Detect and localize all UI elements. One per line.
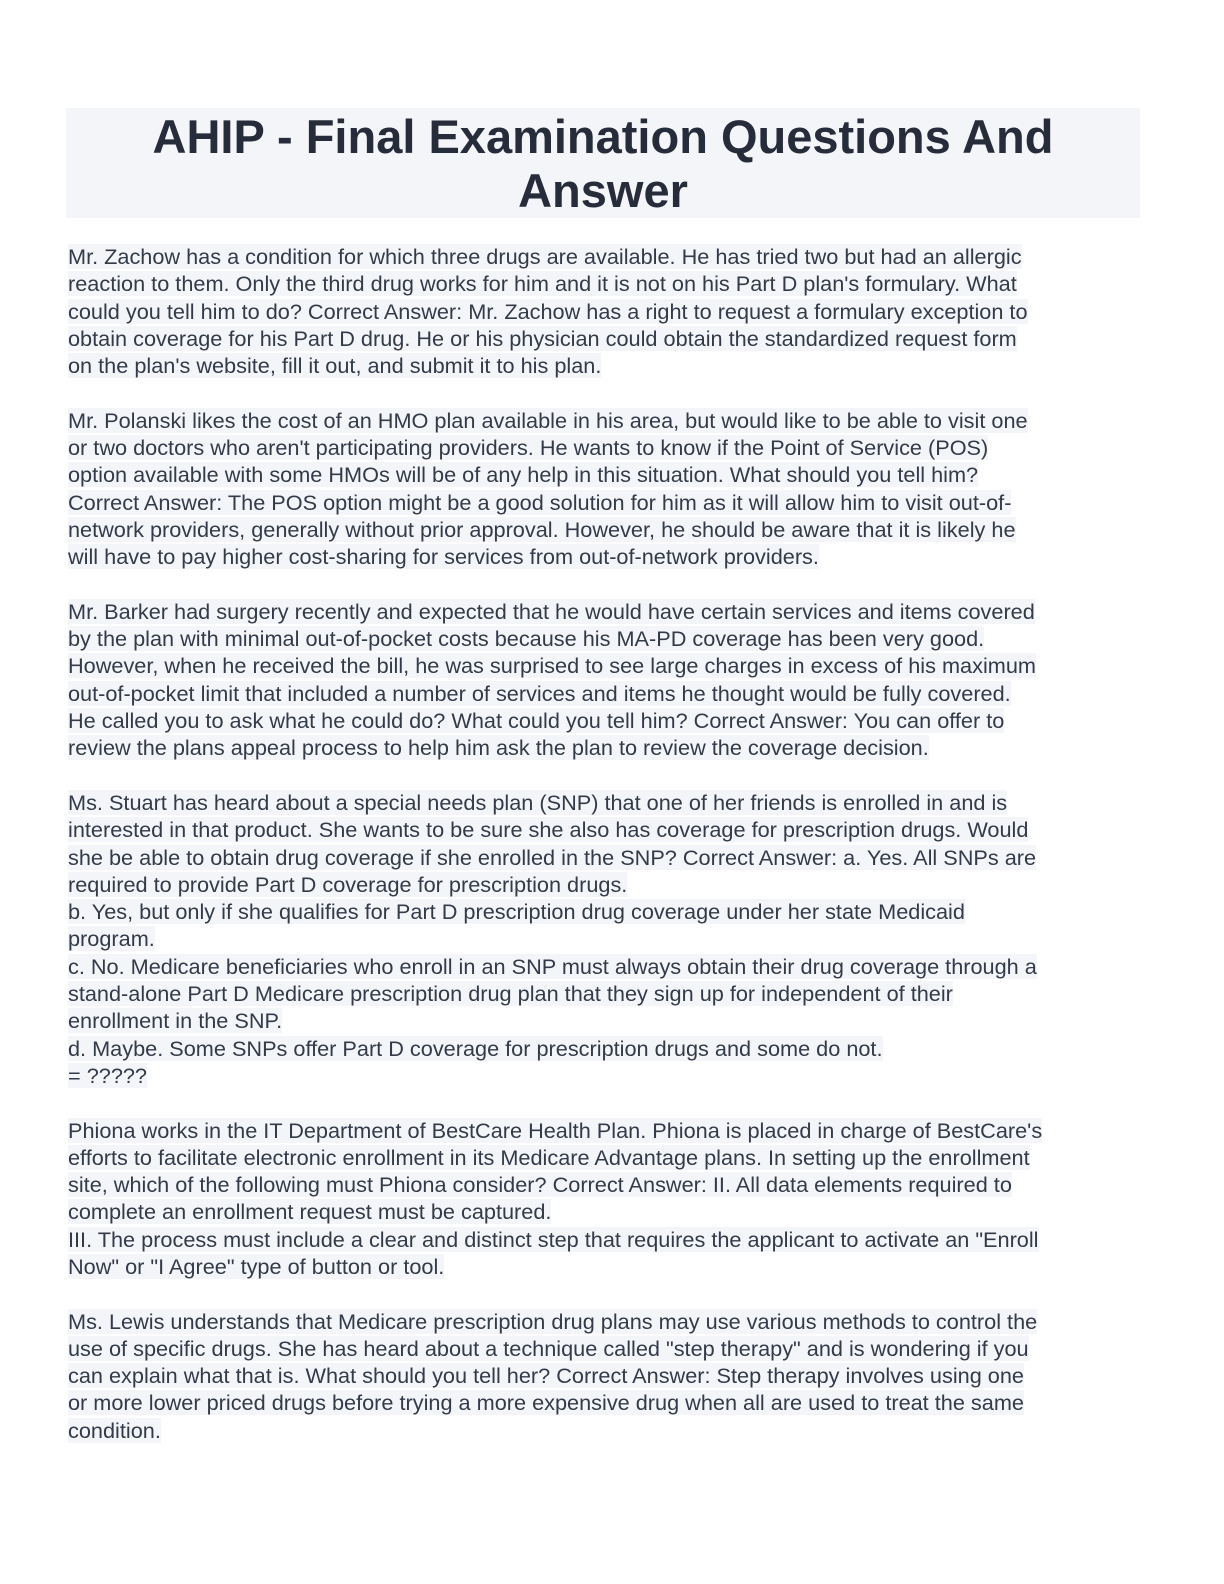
- page-title: [66, 108, 1140, 218]
- text-line: network providers, generally without prior approval. However, he should be aware that it is likely he: [68, 516, 1016, 542]
- qa-block-zachow: [68, 243, 1140, 379]
- text-line: enrollment in the SNP.: [68, 1008, 283, 1034]
- text-line: condition.: [68, 1417, 161, 1443]
- text-line: Correct Answer: The POS option might be a good solution for him as it will allow him to visit out-of-: [68, 489, 1012, 515]
- text-line: interested in that product. She wants to be sure she also has coverage for prescription drugs. Would: [68, 817, 1029, 843]
- text-line: or more lower priced drugs before trying a more expensive drug when all are used to treat the same: [68, 1390, 1024, 1416]
- text-line: stand-alone Part D Medicare prescription drug plan that they sign up for independent of their: [68, 981, 953, 1007]
- text-line: Mr. Polanski likes the cost of an HMO plan available in his area, but would like to be able to visit one: [68, 407, 1028, 433]
- text-line: site, which of the following must Phiona consider? Correct Answer: II. All data elements required to: [68, 1172, 1012, 1198]
- text-line: out-of-pocket limit that included a number of services and items he thought would be fully covered.: [68, 680, 1011, 706]
- qa-block-polanski: [68, 407, 1140, 571]
- text-line: d. Maybe. Some SNPs offer Part D coverage for prescription drugs and some do not.: [68, 1035, 883, 1061]
- text-line: required to provide Part D coverage for prescription drugs.: [68, 871, 628, 897]
- text-line: efforts to facilitate electronic enrollment in its Medicare Advantage plans. In setting up the enrollment: [68, 1144, 1030, 1170]
- text-line: she be able to obtain drug coverage if she enrolled in the SNP? Correct Answer: a. Yes. All SNPs are: [68, 844, 1037, 870]
- text-line: reaction to them. Only the third drug works for him and it is not on his Part D plan's formulary. What: [68, 271, 1017, 297]
- text-line: will have to pay higher cost-sharing for services from out-of-network providers.: [68, 544, 819, 570]
- text-line: by the plan with minimal out-of-pocket costs because his MA-PD coverage has been very good.: [68, 626, 985, 652]
- text-line: Now" or "I Agree" type of button or tool.: [68, 1253, 445, 1279]
- text-line: Mr. Zachow has a condition for which three drugs are available. He has tried two but had an allergic: [68, 244, 1022, 269]
- text-line: III. The process must include a clear and distinct step that requires the applicant to activate an "Enroll: [68, 1226, 1039, 1252]
- text-line: c. No. Medicare beneficiaries who enroll in an SNP must always obtain their drug coverage through a: [68, 953, 1037, 979]
- text-line: use of specific drugs. She has heard about a technique called "step therapy" and is wondering if you: [68, 1335, 1029, 1361]
- text-line: program.: [68, 926, 155, 952]
- text-line: He called you to ask what he could do? What could you tell him? Correct Answer: You can offer to: [68, 708, 1005, 734]
- text-line: Phiona works in the IT Department of BestCare Health Plan. Phiona is placed in charge of BestCare's: [68, 1117, 1043, 1143]
- qa-block-stuart: [68, 789, 1140, 1089]
- text-line: option available with some HMOs will be of any help in this situation. What should you tell him?: [68, 462, 979, 488]
- text-line: could you tell him to do? Correct Answer: Mr. Zachow has a right to request a formulary exception to: [68, 298, 1028, 324]
- text-line: However, when he received the bill, he was surprised to see large charges in excess of his maximum: [68, 653, 1036, 679]
- text-line: complete an enrollment request must be captured.: [68, 1199, 552, 1225]
- title-band: [66, 108, 1140, 218]
- qa-block-phiona: [68, 1117, 1140, 1281]
- text-line: = ?????: [68, 1062, 147, 1088]
- text-line: Ms. Stuart has heard about a special needs plan (SNP) that one of her friends is enrolled in and is: [68, 789, 1008, 815]
- text-line: can explain what that is. What should you tell her? Correct Answer: Step therapy involves using one: [68, 1363, 1024, 1389]
- title-line: AHIP - Final Examination Questions And: [152, 110, 1054, 163]
- qa-block-barker: [68, 598, 1140, 762]
- text-line: Ms. Lewis understands that Medicare prescription drug plans may use various methods to control the: [68, 1308, 1038, 1334]
- text-line: Mr. Barker had surgery recently and expected that he would have certain services and items covered: [68, 598, 1035, 624]
- text-line: obtain coverage for his Part D drug. He or his physician could obtain the standardized request form: [68, 325, 1017, 351]
- text-line: or two doctors who aren't participating providers. He wants to know if the Point of Service (POS): [68, 435, 989, 461]
- text-line: on the plan's website, fill it out, and submit it to his plan.: [68, 353, 602, 379]
- document-body: [68, 243, 1140, 1471]
- text-line: review the plans appeal process to help him ask the plan to review the coverage decision.: [68, 735, 929, 761]
- text-line: b. Yes, but only if she qualifies for Part D prescription drug coverage under her state Medicaid: [68, 899, 965, 925]
- qa-block-lewis: [68, 1308, 1140, 1444]
- title-line: Answer: [518, 164, 688, 217]
